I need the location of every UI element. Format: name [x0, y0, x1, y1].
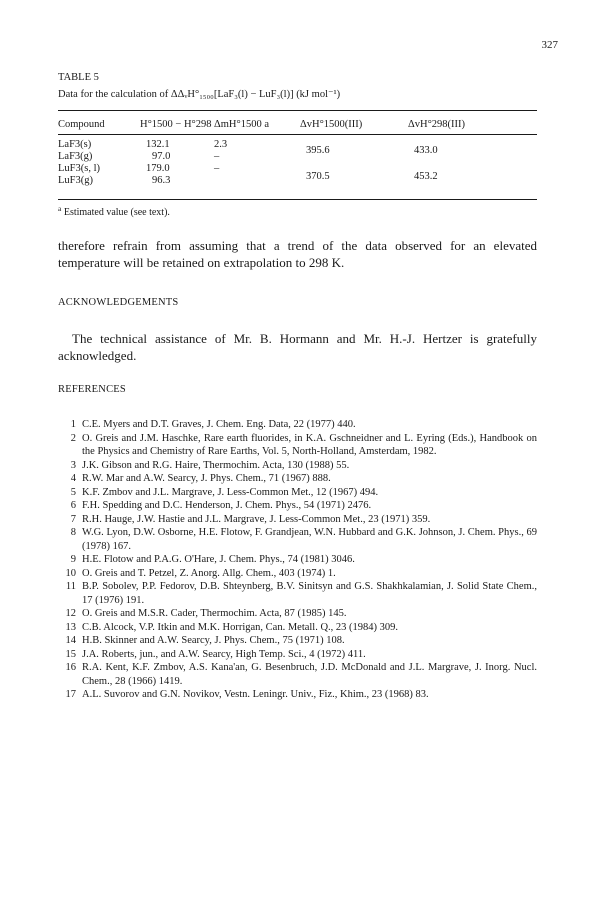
references-heading: REFERENCES: [58, 384, 126, 395]
footnote-text: Estimated value (see text).: [63, 207, 170, 218]
data-table-wrapper: [58, 114, 537, 191]
acknowledgements-text: The technical assistance of Mr. B. Hormann and Mr. H.-J. Hertzer is gratefully acknowledged.: [58, 331, 537, 363]
reference-item: [58, 553, 537, 567]
cell-compound: LaF3(g): [58, 151, 93, 162]
reference-item: [58, 621, 537, 635]
reference-number: 5: [70, 486, 76, 498]
reference-item: [58, 499, 537, 513]
cell-melting-enthalpy: 2.3: [214, 139, 228, 150]
footnote-mark: a: [58, 204, 62, 213]
cell-enthalpy-difference: 179.0: [146, 163, 170, 174]
cell-enthalpy-difference: 97.0: [152, 151, 171, 162]
reference-text: J.K. Gibson and R.G. Haire, Thermochim. Acta, 130 (1988) 55.: [82, 459, 350, 471]
table-label: TABLE 5: [58, 72, 99, 83]
header-melting-enthalpy: ΔmH°1500 a: [214, 114, 300, 135]
reference-number: 10: [65, 567, 76, 579]
reference-text: W.G. Lyon, D.W. Osborne, H.E. Flotow, F. Grandjean, W.N. Hubbard and G.K. Johnson, J. Chem. Phys., 69 (1978) 167.: [82, 527, 537, 552]
reference-text: A.L. Suvorov and G.N. Novikov, Vestn. Leningr. Univ., Fiz., Khim., 23 (1968) 83.: [82, 689, 429, 700]
cell-vaporization-1500: 395.6: [306, 145, 330, 156]
reference-number: 8: [70, 527, 76, 538]
references-list: [58, 418, 537, 702]
reference-item: [58, 661, 537, 688]
reference-number: 4: [70, 473, 76, 484]
header-vaporization-1500: ΔvH°1500(III): [300, 114, 408, 135]
reference-item: [58, 459, 537, 473]
acknowledgements-heading: ACKNOWLEDGEMENTS: [58, 297, 179, 308]
reference-item: [58, 486, 537, 500]
table-bottom-rule: [58, 199, 537, 200]
paragraph-conclusion: therefore refrain from assuming that a trend of the data observed for an elevated temperature will be retained on extrapolation to 298 K.: [58, 238, 537, 270]
reference-number: 17: [65, 689, 76, 700]
table-row: [58, 135, 537, 152]
reference-number: 13: [65, 621, 76, 633]
reference-text: O. Greis and J.M. Haschke, Rare earth fluorides, in K.A. Gschneidner and L. Eyring (Eds.), Handbook on the Physics and Chemistry of Rare Earths, Vol. 5, North-Holland, Amsterdam, 1982.: [82, 432, 537, 457]
cell-vaporization-298: 433.0: [414, 145, 438, 156]
header-vaporization-298: ΔvH°298(III): [408, 114, 537, 135]
cell-compound: LaF3(s): [58, 139, 92, 150]
table-top-rule: [58, 110, 537, 111]
reference-item: [58, 432, 537, 459]
cell-enthalpy-difference: 96.3: [152, 175, 171, 186]
reference-number: 15: [65, 648, 76, 660]
cell-melting-enthalpy: –: [214, 151, 220, 162]
cell-compound: LuF3(s, l): [58, 163, 100, 174]
reference-number: 7: [70, 513, 76, 525]
reference-number: 3: [70, 459, 76, 471]
reference-item: [58, 567, 537, 581]
reference-item: [58, 418, 537, 432]
table-header-row: [58, 114, 537, 135]
reference-number: 9: [70, 554, 76, 565]
table-footnote: [58, 204, 170, 218]
reference-text: C.E. Myers and D.T. Graves, J. Chem. Eng. Data, 22 (1977) 440.: [82, 419, 356, 430]
reference-number: 2: [70, 432, 76, 444]
reference-item: [58, 580, 537, 607]
page-number: 327: [541, 39, 558, 51]
reference-text: J.A. Roberts, jun., and A.W. Searcy, High Temp. Sci., 4 (1972) 411.: [82, 648, 366, 660]
reference-number: 14: [65, 635, 76, 646]
reference-item: [58, 648, 537, 662]
reference-item: [58, 513, 537, 527]
reference-text: O. Greis and M.S.R. Cader, Thermochim. Acta, 87 (1985) 145.: [82, 608, 347, 619]
data-table: [58, 114, 537, 191]
reference-number: 12: [65, 608, 76, 619]
reference-number: 6: [70, 500, 76, 511]
reference-text: K.F. Zmbov and J.L. Margrave, J. Less-Common Met., 12 (1967) 494.: [82, 486, 379, 498]
reference-number: 1: [70, 419, 76, 430]
header-enthalpy-difference: H°1500 − H°298: [140, 114, 214, 135]
reference-text: R.H. Hauge, J.W. Hastie and J.L. Margrave, J. Less-Common Met., 23 (1971) 359.: [82, 513, 431, 525]
table-row: [58, 163, 537, 175]
table-caption: Data for the calculation of ΔΔᵥH°₁₅₀₀[LaF₃(l) − LuF₃(l)] (kJ mol⁻¹): [58, 89, 341, 100]
reference-item: [58, 472, 537, 486]
reference-number: 16: [65, 662, 76, 673]
reference-text: C.B. Alcock, V.P. Itkin and M.K. Horrigan, Can. Metall. Q., 23 (1984) 309.: [82, 621, 399, 633]
header-compound: Compound: [58, 114, 140, 135]
cell-melting-enthalpy: [214, 175, 300, 191]
reference-text: H.E. Flotow and P.A.G. O'Hare, J. Chem. Phys., 74 (1981) 3046.: [82, 554, 355, 565]
cell-compound: LuF3(g): [58, 175, 93, 186]
reference-text: O. Greis and T. Petzel, Z. Anorg. Allg. Chem., 403 (1974) 1.: [82, 567, 336, 579]
reference-text: H.B. Skinner and A.W. Searcy, J. Phys. Chem., 75 (1971) 108.: [82, 635, 345, 646]
reference-item: [58, 526, 537, 553]
reference-item: [58, 688, 537, 702]
cell-vaporization-298: 453.2: [414, 171, 438, 182]
reference-text: F.H. Spedding and D.C. Henderson, J. Chem. Phys., 54 (1971) 2476.: [82, 500, 372, 511]
reference-text: R.W. Mar and A.W. Searcy, J. Phys. Chem., 71 (1967) 888.: [82, 473, 331, 484]
reference-item: [58, 607, 537, 621]
cell-enthalpy-difference: 132.1: [146, 139, 170, 150]
reference-item: [58, 634, 537, 648]
reference-text: B.P. Sobolev, P.P. Fedorov, D.B. Shteynberg, B.V. Sinitsyn and G.S. Shakhkalamian, J. Solid State Chem., 17 (1976) 191.: [82, 581, 537, 606]
reference-number: 11: [65, 581, 76, 592]
cell-vaporization-1500: 370.5: [306, 171, 330, 182]
cell-melting-enthalpy: –: [214, 163, 220, 174]
reference-text: R.A. Kent, K.F. Zmbov, A.S. Kana'an, G. Besenbruch, J.D. McDonald and J.L. Margrave, J. Inorg. Nucl. Chem., 28 (1966) 1419.: [82, 662, 537, 687]
